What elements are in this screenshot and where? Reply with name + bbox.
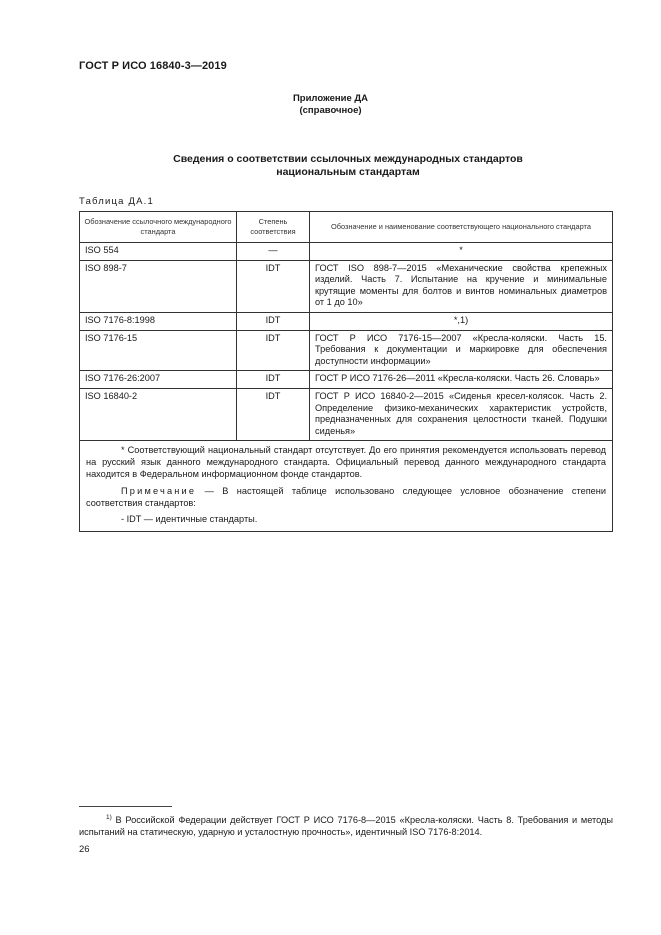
appendix-subtitle: (справочное) xyxy=(299,105,362,116)
degree-cell: IDT xyxy=(237,371,310,389)
header-national-standard: Обозначение и наименование соответствующего национального стандарта xyxy=(310,212,613,243)
footnote-marker: 1) xyxy=(106,813,112,821)
degree-cell: IDT xyxy=(237,312,310,330)
header-ref-standard: Обозначение ссылочного международного стандарта xyxy=(80,212,237,243)
degree-cell: — xyxy=(237,243,310,261)
table-caption: Таблица ДА.1 xyxy=(79,196,154,207)
table-row xyxy=(80,371,613,389)
appendix-title: Приложение ДА xyxy=(292,93,369,104)
ref-standard-cell: ISO 7176-15 xyxy=(80,330,237,371)
table-row xyxy=(80,388,613,440)
footnote-divider xyxy=(79,806,172,807)
star-footnote: * Соответствующий национальный стандарт отсутствует. До его принятия рекомендуется использовать перевод на русский язык данного международного стандарта. Официальный перевод данного международного стандарта находится в Федеральном информационном фонде стандартов. xyxy=(86,445,606,479)
table-note xyxy=(86,486,606,509)
standard-title: ГОСТ Р ИСО 16840-3—2019 xyxy=(79,60,227,72)
section-heading-line-1: Сведения о соответствии ссылочных международных стандартов xyxy=(173,153,523,165)
national-standard-cell: ГОСТ ISO 898-7—2015 «Механические свойства крепежных изделий. Часть 7. Испытание на кручение и минимальные крутящие моменты для болтов и винтов номинальных диаметров от 1 до 10» xyxy=(310,260,613,312)
ref-standard-cell: ISO 898-7 xyxy=(80,260,237,312)
header-degree: Степень соответствия xyxy=(237,212,310,243)
national-standard-cell: *,1) xyxy=(310,312,613,330)
page-footnote xyxy=(79,814,613,838)
table-row xyxy=(80,260,613,312)
idt-definition: - IDT — идентичные стандарты. xyxy=(121,514,258,525)
degree-cell: IDT xyxy=(237,388,310,440)
correspondence-table xyxy=(79,211,613,532)
table-notes xyxy=(80,441,613,532)
degree-cell: IDT xyxy=(237,330,310,371)
national-standard-cell: ГОСТ Р ИСО 7176-26—2011 «Кресла-коляски. Часть 26. Словарь» xyxy=(310,371,613,389)
table-row xyxy=(80,312,613,330)
note-text: — В настоящей таблице использовано следующее условное обозначение степени соответствия стандартов: xyxy=(86,486,606,508)
ref-standard-cell: ISO 7176-26:2007 xyxy=(80,371,237,389)
footnote-text: В Российской Федерации действует ГОСТ Р ИСО 7176-8—2015 «Кресла-коляски. Часть 8. Требования и методы испытаний на статическую, ударную и усталостную прочность», идентичный ISO 7176-8:2014. xyxy=(79,815,613,837)
ref-standard-cell: ISO 7176-8:1998 xyxy=(80,312,237,330)
degree-cell: IDT xyxy=(237,260,310,312)
ref-standard-cell: ISO 554 xyxy=(80,243,237,261)
table-row xyxy=(80,330,613,371)
note-label: Примечание xyxy=(121,486,197,497)
section-heading-line-2: национальным стандартам xyxy=(276,166,420,178)
page-number: 26 xyxy=(79,844,90,855)
national-standard-cell: ГОСТ Р ИСО 7176-15—2007 «Кресла-коляски. Часть 15. Требования к документации и маркировке для обеспечения доступности информации» xyxy=(310,330,613,371)
ref-standard-cell: ISO 16840-2 xyxy=(80,388,237,440)
national-standard-cell: * xyxy=(310,243,613,261)
table-row xyxy=(80,243,613,261)
national-standard-cell: ГОСТ Р ИСО 16840-2—2015 «Сиденья кресел-колясок. Часть 2. Определение физико-механических характеристик устройств, предназначенных для сохранения целостности тканей. Подушки сиденья» xyxy=(310,388,613,440)
table-notes-row xyxy=(80,441,613,532)
table-header-row xyxy=(80,212,613,243)
